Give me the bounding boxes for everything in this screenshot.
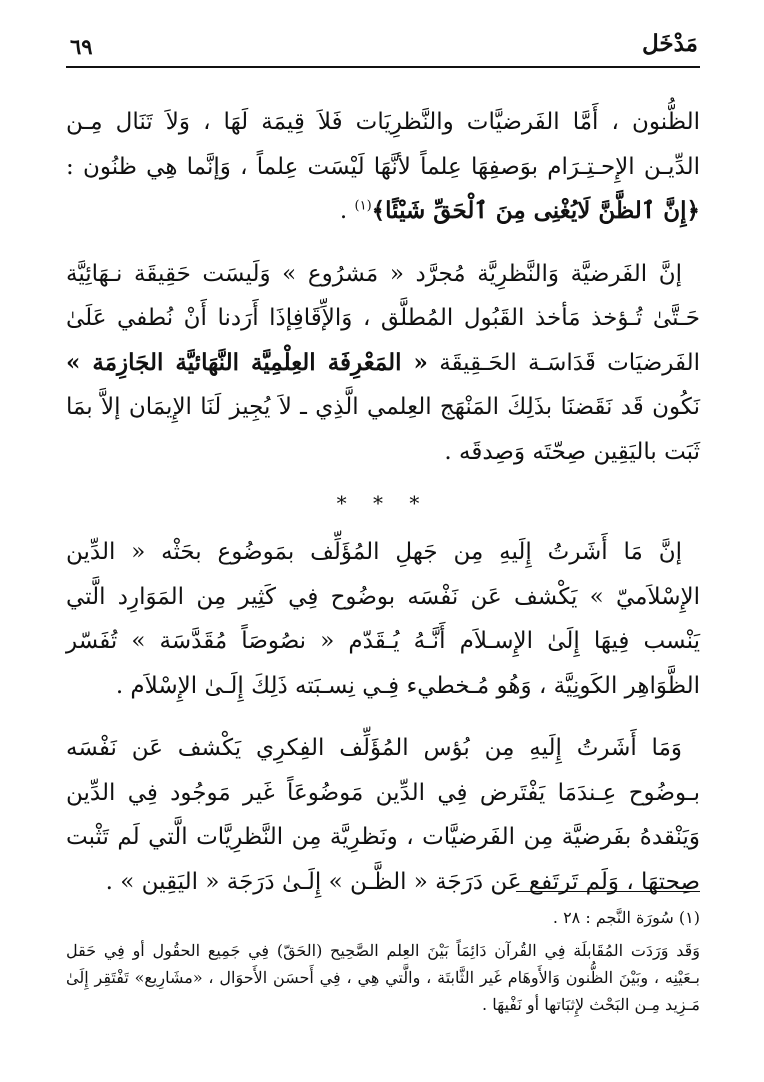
footnote-1-body: وَقَد وَرَدَت المُقَابلَة فِي القُرآن دَائِمَاً بَيْنَ العِلم الصَّحِيح (الحَقّ) فِي جَمِيع الحقُول أو فِي حَقل بـعَيْنِه ، وبَيْنَ الظُّنون وَالأَوهَام غَير الثَّابتَة ، والَّتي هِي ، فِي أَحسَن الأَحوَال ، «مشَارِيع» تَفْتَقِر إِلَىٰ مَـزِيد مِـن البَحْث لإِثبَاتها أو نَفْيهَا . (66, 941, 700, 1014)
section-separator: * * * (336, 491, 430, 515)
quran-quote: ﴿إِنَّ ٱلظَّنَّ لَايُغْنِى مِنَ ٱلْحَقِّ شَيْئًا﴾ (371, 197, 700, 224)
page-number: ٦٩ (70, 34, 93, 59)
paragraph-2 (66, 252, 700, 475)
paragraph-1 (66, 100, 700, 234)
paragraph-1-text: الظُّنون ، أَمَّا الفَرضيَّات والنَّظرِيَات فَلاَ قِيمَة لَهَا ، وَلاَ تَنَال مِـن الدِّيـن الإِحـتِـرَام بوَصفِهَا عِلماً لأنَّهَا لَيْسَت عِلماً ، وَإنَّما هِي ظنُون : (66, 109, 700, 180)
running-header (66, 30, 698, 70)
paragraph-2-bold-phrase: « المَعْرِفَة العِلْمِيَّة النَّهَائيَّة الجَازِمَة » (66, 348, 428, 376)
main-text (66, 100, 700, 922)
footnote-rule (516, 891, 700, 892)
paragraph-2-text-start: إنَّ الفَرضيَّة وَالنَّظرِيَّة مُجرَّد « مَشرُوع » وَلَيسَت حَقِيقَة نـهَائِيَّة حَـتَّىٰ تُـؤخذ مَأخذ القَبُول المُطلَّق ، وَالإِّقَافِإذَا أَرَدنا أَنْ نُطفي عَلَىٰ الفَرضيَات قَدَاسَـة الحَـقِيقَة (66, 260, 700, 376)
chapter-title: مَدْخَل (641, 30, 698, 57)
paragraph-2-text-end: نَكُون قَد نَقَضنَا بذَلِكَ المَنْهَج العِلمي الَّذِي ـ لاَ يُجِيز لَنَا الإِيمَان إلاَّ بمَا ثَبَت باليَقِين صِحّتَه وَصِدقَه . (66, 394, 700, 465)
footnotes (66, 905, 700, 1018)
paragraph-1-end: . (339, 198, 355, 224)
footnote-reference: (١) (354, 198, 372, 214)
paragraph-3: إنَّ مَا أَشَرتُ إِلَيهِ مِن جَهلِ المُؤَلِّف بمَوضُوع بحَثْه « الدِّين الإِسْلاَميّ » يَكْشف عَن نَفْسَه بوضُوح فِي كَثِير مِن المَوَارِد الَّتي يَنْسب فِيهَا إِلَىٰ الإِسـلاَم أَنَّـهُ يُـقَدّم « نصُوصَاً مُقَدَّسَة » تُفَسّر الظَّوَاهِر الكَونِيَّة ، وَهُو مُـخطيء فِـي نِسـبَته ذَلِكَ إِلَـىٰ الإِسْلاَم . (66, 539, 700, 699)
paragraph-4: وَمَا أَشَرتُ إِلَيهِ مِن بُؤس المُؤَلِّف الفِكرِي يَكْشف عَن نَفْسَه بـوضُوح عِـندَمَا يَفْتَرض فِي الدِّين مَوضُوعَاً غَير مَوجُود فِي الدِّين وَيَنْقدهُ بفَرضيَّة مِن الفَرضيَّات ، ونَظرِيَّة مِن النَّظرِيَّات الَّتي لَم تَثْبت صِحتهَا ، وَلَم تَرتَفع عَن دَرَجَة « الظَّـن » إِلَـىٰ دَرَجَة « اليَقِين » . (66, 735, 700, 895)
header-rule (66, 66, 700, 68)
footnote-1-source: (١) سُورَة النَّجم : ٢٨ . (552, 908, 700, 927)
